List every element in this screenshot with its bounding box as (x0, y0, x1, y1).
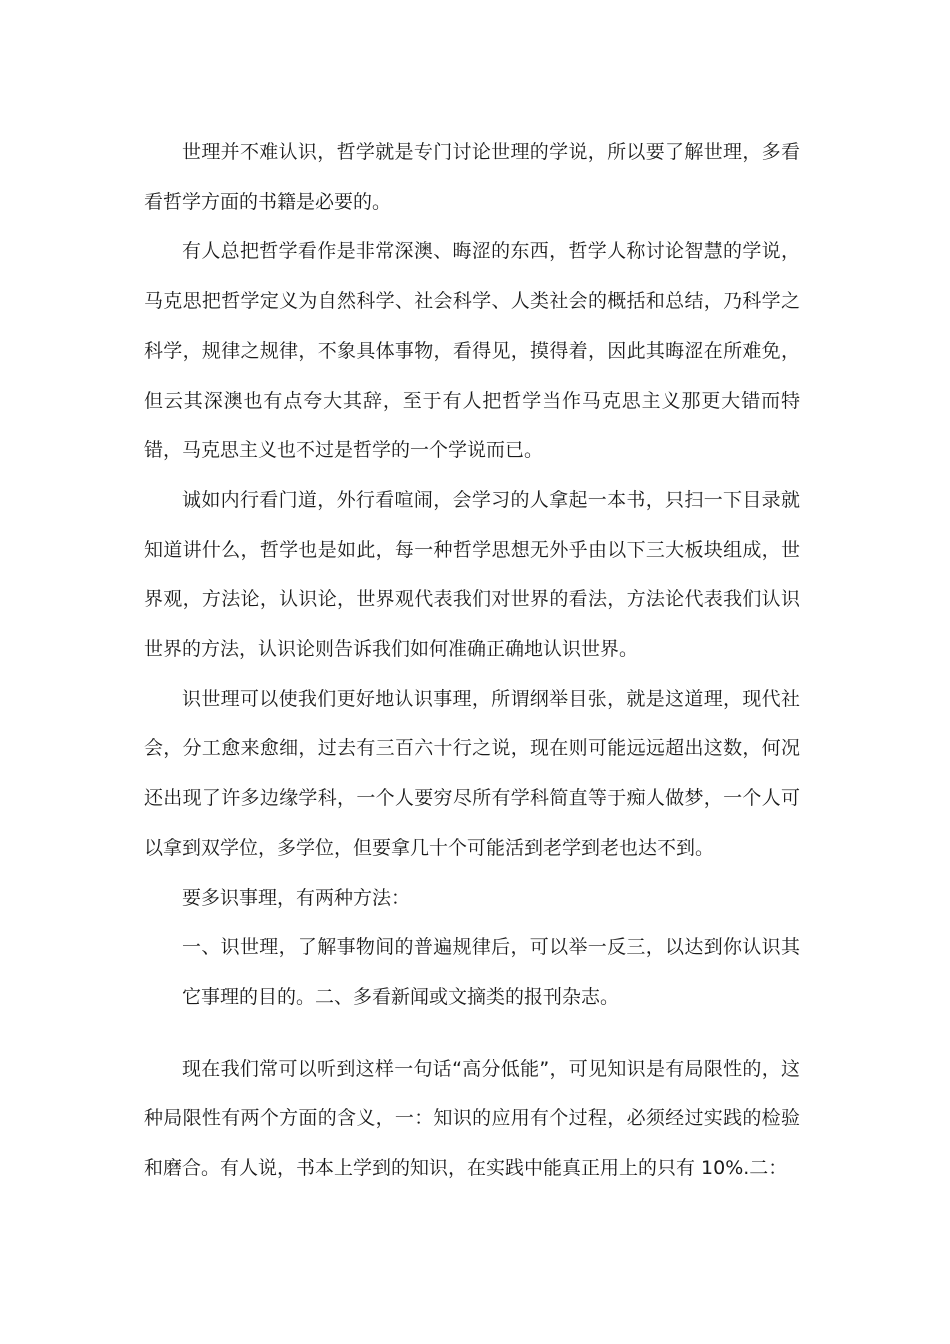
paragraph-3: 诚如内行看门道，外行看喧闹，会学习的人拿起一本书，只扫一下目录就知道讲什么，哲学也是如此，每一种哲学思想无外乎由以下三大板块组成，世界观，方法论，认识论，世界观代表我们对世界的看法，方法论代表我们认识世界的方法，认识论则告诉我们如何准确正确地认识世界。 (144, 488, 800, 661)
paragraph-1: 世理并不难认识，哲学就是专门讨论世理的学说，所以要了解世理，多看看哲学方面的书籍是必要的。 (144, 141, 800, 213)
document-body (144, 128, 800, 1194)
paragraph-2: 有人总把哲学看作是非常深澳、晦涩的东西，哲学人称讨论智慧的学说，马克思把哲学定义为自然科学、社会科学、人类社会的概括和总结，乃科学之科学，规律之规律，不象具体事物，看得见，摸得着，因此其晦涩在所难免，但云其深澳也有点夸大其辞，至于有人把哲学当作马克思主义那更大错而特错，马克思主义也不过是哲学的一个学说而已。 (144, 240, 800, 462)
paragraph-6: 一、识世理，了解事物间的普遍规律后，可以举一反三，以达到你认识其它事理的目的。二、多看新闻或文摘类的报刊杂志。 (182, 936, 800, 1008)
paragraph-7: 现在我们常可以听到这样一句话“高分低能”，可见知识是有局限性的，这种局限性有两个方面的含义，一：知识的应用有个过程，必须经过实践的检验和磨合。有人说，书本上学到的知识，在实践中能真正用上的只有 10%.二： (144, 1057, 800, 1180)
paragraph-4: 识世理可以使我们更好地认识事理，所谓纲举目张，就是这道理，现代社会，分工愈来愈细，过去有三百六十行之说，现在则可能远远超出这数，何况还出现了许多边缘学科，一个人要穷尽所有学科简直等于痴人做梦，一个人可以拿到双学位，多学位，但要拿几十个可能活到老学到老也达不到。 (144, 687, 800, 859)
paragraph-5: 要多识事理，有两种方法： (182, 886, 411, 909)
